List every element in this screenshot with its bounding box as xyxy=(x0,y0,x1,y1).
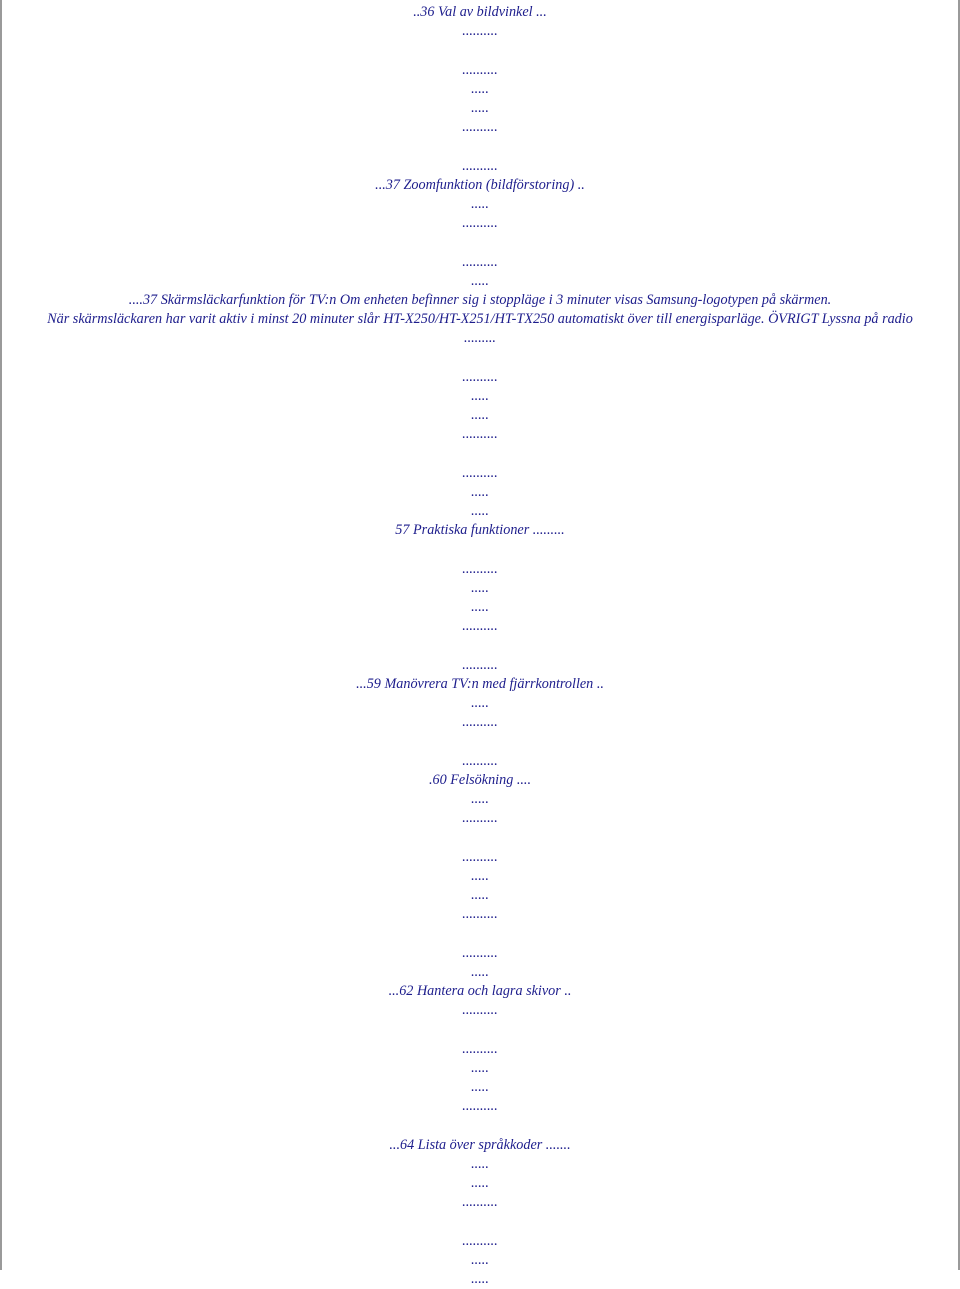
spacer xyxy=(8,1117,952,1136)
dot-leader: ..... xyxy=(471,503,489,520)
dot-leader: .......... xyxy=(462,944,498,961)
toc-entry-manovrera-tv: ...59 Manövrera TV:n med fjärrkontrollen .. xyxy=(356,676,604,692)
spacer xyxy=(8,829,952,848)
spacer xyxy=(8,233,952,252)
dot-leader: .......... xyxy=(462,426,498,443)
spacer xyxy=(8,541,952,560)
spacer xyxy=(8,1021,952,1040)
dot-leader: .......... xyxy=(462,810,498,827)
dot-leader: .......... xyxy=(462,1194,498,1211)
dot-leader: .......... xyxy=(462,1040,498,1057)
dot-leader: ..... xyxy=(471,1175,489,1192)
dot-leader: ..... xyxy=(471,580,489,596)
spacer xyxy=(8,137,952,156)
dot-leader: ..... xyxy=(471,484,489,500)
toc-entry-felsokning: .60 Felsökning .... xyxy=(428,772,532,788)
dot-leader: .......... xyxy=(462,464,498,481)
dot-leader: .......... xyxy=(462,253,498,270)
dot-leader: ..... xyxy=(471,599,489,616)
toc-entry-zoomfunktion: ...37 Zoomfunktion (bildförstoring) .. xyxy=(375,176,585,193)
dot-leader: .......... xyxy=(462,1002,498,1019)
dot-leader: ..... xyxy=(471,100,489,116)
dot-leader: ..... xyxy=(471,887,489,904)
dot-leader: ..... xyxy=(471,791,489,808)
spacer xyxy=(8,41,952,60)
dot-leader: ..... xyxy=(471,407,489,424)
dot-leader: .......... xyxy=(462,752,498,769)
dot-leader: .......... xyxy=(462,119,498,136)
dot-leader: .......... xyxy=(462,906,498,923)
body-text-energisparlage: När skärmsläckaren har varit aktiv i minst 20 minuter slår HT-X250/HT-X251/HT-TX250 automatiskt över till energisparläge. ÖVRIGT Lyssna på radio xyxy=(47,311,913,328)
dot-leader: ..... xyxy=(471,1252,489,1268)
toc-entry-hantera-skivor: ...62 Hantera och lagra skivor .. xyxy=(388,983,572,1000)
dot-leader: ..... xyxy=(471,388,489,404)
dot-leader: ..... xyxy=(471,695,489,712)
dot-leader: .......... xyxy=(462,848,498,865)
spacer xyxy=(8,733,952,752)
spacer xyxy=(8,1213,952,1232)
dot-leader: .......... xyxy=(462,368,498,385)
toc-document xyxy=(8,3,952,1289)
dot-leader: ..... xyxy=(471,80,489,97)
dot-leader: .......... xyxy=(462,560,498,577)
toc-entry-sprakkoder: ...64 Lista över språkkoder ....... xyxy=(389,1136,571,1153)
dot-leader: ..... xyxy=(471,1156,489,1172)
dot-leader: ..... xyxy=(471,1060,489,1076)
toc-entry-praktiska-funktioner: 57 Praktiska funktioner ......... xyxy=(395,522,565,539)
dot-leader: .......... xyxy=(462,61,498,78)
dot-leader: .......... xyxy=(462,157,498,174)
dot-leader: .......... xyxy=(462,714,498,731)
page-border-left xyxy=(0,0,2,1270)
dot-leader: .......... xyxy=(462,656,498,673)
dot-leader: ..... xyxy=(471,1271,489,1288)
dot-leader: .......... xyxy=(462,618,498,635)
spacer xyxy=(8,349,952,368)
dot-leader: ..... xyxy=(471,1079,489,1096)
dot-leader: ..... xyxy=(471,196,489,212)
spacer xyxy=(8,637,952,656)
dot-leader: .......... xyxy=(462,23,498,40)
dot-leader: ..... xyxy=(471,868,489,884)
dot-leader: ..... xyxy=(471,272,489,289)
spacer xyxy=(8,925,952,944)
toc-entry-skarmslackarfunktion: ....37 Skärmsläckarfunktion för TV:n Om enheten befinner sig i stoppläge i 3 minuter visas Samsung-logotypen på skärmen. xyxy=(128,292,832,308)
dot-leader: .......... xyxy=(462,215,498,232)
toc-entry-val-av-bildvinkel: ..36 Val av bildvinkel ... xyxy=(413,4,547,20)
dot-leader: ..... xyxy=(471,964,489,980)
spacer xyxy=(8,445,952,464)
dot-leader: .......... xyxy=(462,1098,498,1115)
dot-leader: .......... xyxy=(462,1232,498,1249)
dot-leader: ......... xyxy=(464,330,496,347)
